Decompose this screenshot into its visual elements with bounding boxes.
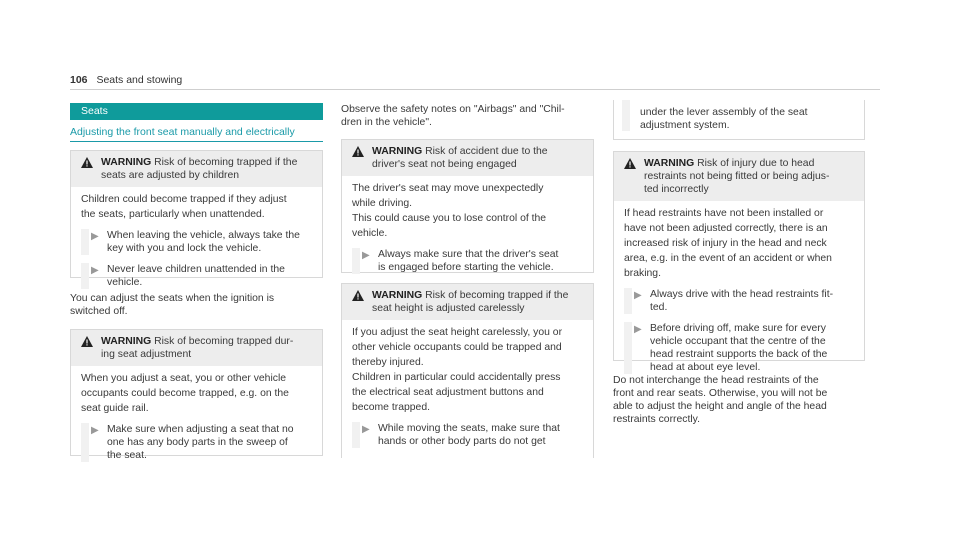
paragraph-safety-notes: Observe the safety notes on "Airbags" and "Chil- dren in the vehicle".	[341, 104, 565, 128]
warning-label: WARNING	[644, 158, 695, 169]
warning-body-text: Children could become trapped if they adjust	[81, 194, 287, 205]
arrow-icon: ▶	[91, 265, 99, 276]
warning-box-seat-adjustment: WARNING Risk of becoming trapped dur- ing seat adjustment When you adjust a seat, you or other vehicle occupants could become trapped, e.g. on the seat guide rail. ▶ Make sure when adjusting a seat that no one has any body parts in the sweep of the seat.	[70, 329, 323, 456]
section-title: Seats	[70, 103, 323, 120]
warning-text: Risk of becoming trapped if the	[154, 157, 298, 168]
subtitle-divider	[70, 141, 323, 142]
warning-triangle-icon	[352, 146, 364, 157]
arrow-icon: ▶	[91, 425, 99, 436]
paragraph-head-restraints: Do not interchange the head restraints of the front and rear seats. Otherwise, you will not be able to adjust the height and angle of the head restraints correctly.	[613, 375, 828, 425]
warning-triangle-icon	[624, 158, 636, 169]
warning-header: WARNING Risk of accident due to the driver's seat not being engaged	[342, 140, 593, 176]
warning-triangle-icon	[81, 157, 93, 168]
arrow-icon: ▶	[362, 250, 370, 261]
warning-label: WARNING	[101, 157, 152, 168]
warning-box-seat-height: WARNING Risk of becoming trapped if the seat height is adjusted carelessly If you adjust the seat height carelessly, you or other vehicle occupants could be trapped and thereby injured. Children in particular could accidentally press the electrical seat adjustment buttons and become trapped. ▶ While moving the seats, make sure that hands or other body parts do not get	[341, 283, 594, 458]
warning-text: seats are adjusted by children	[101, 170, 240, 181]
warning-label: WARNING	[372, 146, 423, 157]
instruction-item: ▶ Make sure when adjusting a seat that no one has any body parts in the sweep of the seat.	[81, 423, 312, 462]
page-number: 106	[70, 74, 88, 86]
page-header	[70, 74, 182, 87]
warning-box-continuation: under the lever assembly of the seat adjustment system.	[613, 100, 865, 140]
warning-box-children	[70, 150, 323, 288]
section-subtitle: Adjusting the front seat manually and electrically	[70, 126, 295, 138]
warning-label: WARNING	[101, 336, 152, 347]
header-divider	[70, 89, 880, 90]
instruction-item: ▶ Never leave children unattended in the vehicle.	[81, 263, 312, 289]
warning-header	[71, 151, 322, 187]
warning-triangle-icon	[81, 336, 93, 347]
instruction-item: ▶ While moving the seats, make sure that hands or other body parts do not get	[352, 422, 583, 448]
warning-label: WARNING	[372, 290, 423, 301]
warning-header: WARNING Risk of becoming trapped if the seat height is adjusted carelessly	[342, 284, 593, 320]
arrow-icon: ▶	[634, 324, 642, 335]
arrow-icon: ▶	[91, 231, 99, 242]
arrow-icon: ▶	[634, 290, 642, 301]
warning-triangle-icon	[352, 290, 364, 301]
instruction-item: ▶ Before driving off, make sure for every vehicle occupant that the centre of the head restraint supports the back of the head at about eye level.	[624, 322, 854, 374]
warning-header: WARNING Risk of injury due to head restraints not being fitted or being adjus- ted incorrectly	[614, 152, 864, 201]
paragraph-ignition: You can adjust the seats when the ignition is switched off.	[70, 293, 275, 317]
instruction-item: ▶ Always drive with the head restraints fit- ted.	[624, 288, 854, 314]
warning-box-head-restraints: WARNING Risk of injury due to head restraints not being fitted or being adjus- ted incorrectly If head restraints have not been installed or have not been adjusted correctly, there is an increased risk of injury in the head and neck area, e.g. in the event of an accident or when braking. ▶ Always drive with the head restraints fit- ted. ▶ Before driving off, make sure for every vehicle occupant that the centre of the head restraint supports the back of the head at about eye level.	[613, 151, 865, 361]
instruction-item: ▶ Always make sure that the driver's seat is engaged before starting the vehicle.	[352, 248, 583, 274]
arrow-icon: ▶	[362, 424, 370, 435]
warning-header: WARNING Risk of becoming trapped dur- ing seat adjustment	[71, 330, 322, 366]
chapter-title: Seats and stowing	[96, 74, 183, 86]
warning-body-text: the seats, particularly when unattended.	[81, 209, 265, 220]
instruction-item: ▶ When leaving the vehicle, always take the key with you and lock the vehicle.	[81, 229, 312, 255]
warning-box-drivers-seat: WARNING Risk of accident due to the driver's seat not being engaged The driver's seat may move unexpectedly while driving. This could cause you to lose control of the vehicle. ▶ Always make sure that the driver's seat is engaged before starting the vehicle.	[341, 139, 594, 273]
